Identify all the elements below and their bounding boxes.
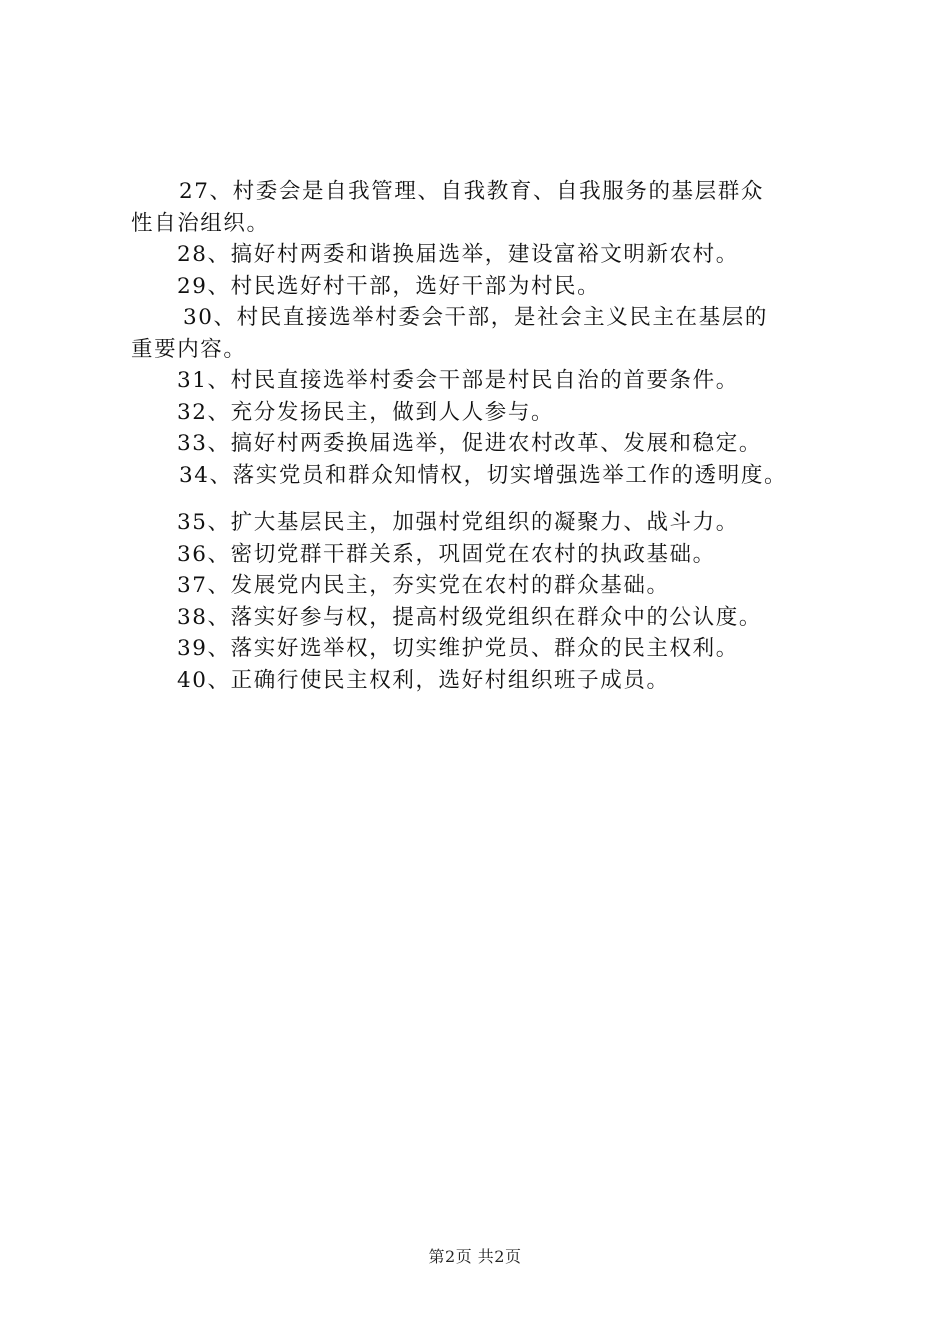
item-37: 37、发展党内民主，夯实党在农村的群众基础。 — [177, 573, 670, 598]
item-32: 32、充分发扬民主，做到人人参与。 — [177, 399, 555, 425]
item-34: 34、落实党员和群众知情权，切实增强选举工作的透明度。 — [179, 462, 788, 488]
page-footer: 第2页 共2页 — [428, 1247, 522, 1266]
item-30-line-1: 30、村民直接选举村委会干部，是社会主义民主在基层的 — [183, 305, 768, 330]
item-27-line-2: 性自治组织。 — [131, 210, 270, 236]
item-27-line-1: 27、村委会是自我管理、自我教育、自我服务的基层群众 — [179, 179, 764, 204]
item-35: 35、扩大基层民主，加强村党组织的凝聚力、战斗力。 — [177, 510, 739, 535]
item-30-line-2: 重要内容。 — [131, 336, 247, 362]
item-33: 33、搞好村两委换届选举，促进农村改革、发展和稳定。 — [177, 431, 762, 456]
paragraph-gap — [131, 491, 831, 507]
item-29: 29、村民选好村干部，选好干部为村民。 — [177, 273, 601, 299]
item-31: 31、村民直接选举村委会干部是村民自治的首要条件。 — [177, 368, 739, 393]
item-40: 40、正确行使民主权利，选好村组织班子成员。 — [177, 667, 670, 693]
item-39: 39、落实好选举权，切实维护党员、群众的民主权利。 — [177, 636, 739, 661]
item-36: 36、密切党群干群关系，巩固党在农村的执政基础。 — [177, 541, 716, 567]
item-28: 28、搞好村两委和谐换届选举，建设富裕文明新农村。 — [177, 242, 739, 267]
document-body — [131, 176, 831, 696]
item-38: 38、落实好参与权，提高村级党组织在群众中的公认度。 — [177, 604, 762, 630]
